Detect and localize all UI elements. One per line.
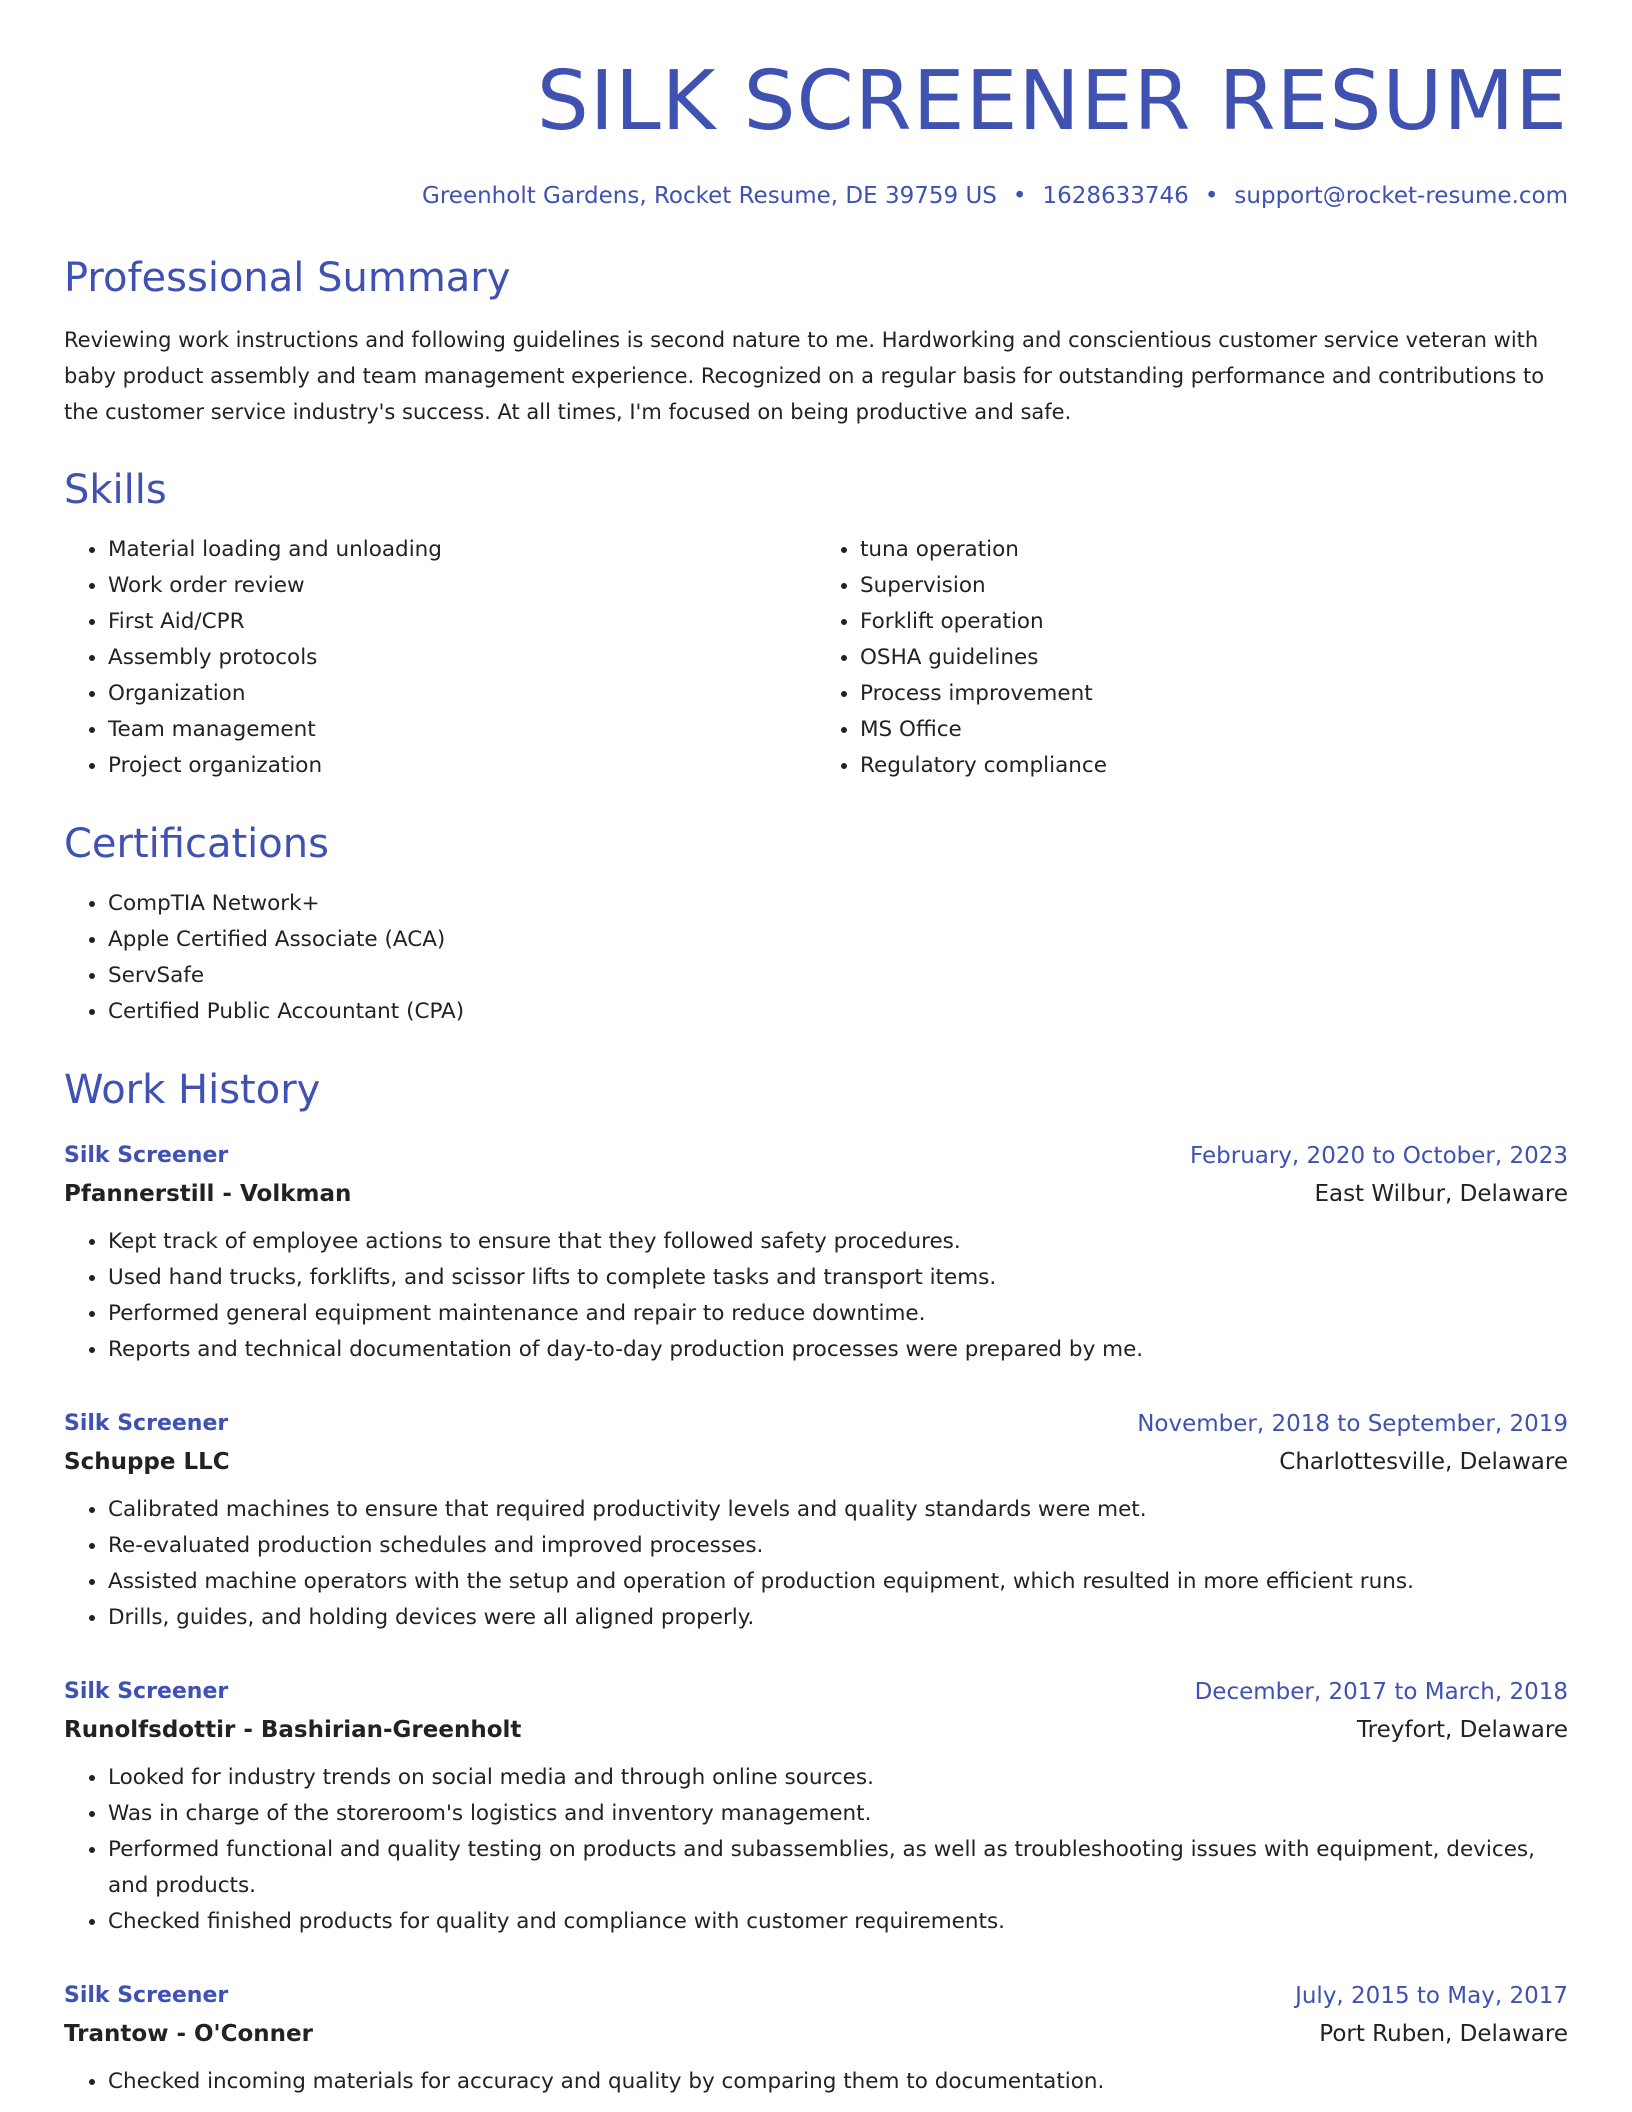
skills-column-right: [816, 532, 1568, 784]
job-subheader: [64, 1710, 1568, 1750]
job-header: [64, 1674, 1568, 1710]
job-subheader: [64, 2014, 1568, 2054]
job-company: Runolfsdottir - Bashirian-Greenholt: [64, 1717, 522, 1743]
skill-item: • Supervision: [860, 568, 1568, 604]
job-bullets: [64, 1492, 1568, 1636]
contact-phone[interactable]: 1628633746: [1042, 183, 1189, 209]
skill-item: • Assembly protocols: [108, 640, 816, 676]
skills-list: [64, 532, 1568, 784]
job-bullets: [64, 1224, 1568, 1368]
job-bullet: • Re-evaluated production schedules and improved processes.: [108, 1528, 1568, 1564]
skill-item: • First Aid/CPR: [108, 604, 816, 640]
job-bullet: • Checked incoming materials for accuracy and quality by comparing them to documentation.: [108, 2064, 1568, 2100]
job-subheader: [64, 1442, 1568, 1482]
job-dates: July, 2015 to May, 2017: [1295, 1983, 1568, 2009]
certification-item: • CompTIA Network+: [108, 886, 1568, 922]
summary-heading: Professional Summary: [64, 255, 511, 301]
job-entry: [64, 1138, 1568, 1368]
skill-item: • Process improvement: [860, 676, 1568, 712]
job-bullet: • Assisted machine operators with the setup and operation of production equipment, which resulted in more efficient runs.: [108, 1564, 1568, 1600]
job-bullet: • Was in charge of the storeroom's logistics and inventory management.: [108, 1796, 1568, 1832]
contact-separator: •: [1204, 183, 1219, 209]
job-bullet: • Performed functional and quality testing on products and subassemblies, as well as troubleshooting issues with equipment, devices, and products.: [108, 1832, 1568, 1904]
job-header: [64, 1138, 1568, 1174]
job-subheader: [64, 1174, 1568, 1214]
contact-address: Greenholt Gardens, Rocket Resume, DE 39759 US: [422, 183, 997, 209]
job-location: Treyfort, Delaware: [1357, 1717, 1568, 1743]
job-header: [64, 1406, 1568, 1442]
skill-item: • Organization: [108, 676, 816, 712]
job-bullet: • Drills, guides, and holding devices were all aligned properly.: [108, 1600, 1568, 1636]
resume-title: SILK SCREENER RESUME: [536, 54, 1568, 149]
certification-item: • ServSafe: [108, 958, 1568, 994]
skill-item: • Forklift operation: [860, 604, 1568, 640]
job-location: Port Ruben, Delaware: [1319, 2021, 1568, 2047]
job-bullet: • Checked finished products for quality and compliance with customer requirements.: [108, 1904, 1568, 1940]
job-entry: [64, 1978, 1568, 2100]
job-bullets: [64, 2064, 1568, 2100]
job-entry: [64, 1674, 1568, 1940]
job-location: East Wilbur, Delaware: [1314, 1181, 1568, 1207]
job-dates: February, 2020 to October, 2023: [1190, 1143, 1568, 1169]
job-bullet: • Reports and technical documentation of day-to-day production processes were prepared by me.: [108, 1332, 1568, 1368]
job-title: Silk Screener: [64, 1411, 229, 1436]
job-location: Charlottesville, Delaware: [1279, 1449, 1568, 1475]
skill-item: • tuna operation: [860, 532, 1568, 568]
contact-separator: •: [1012, 183, 1027, 209]
certifications-list: [64, 886, 1568, 1030]
job-bullet: • Calibrated machines to ensure that required productivity levels and quality standards were met.: [108, 1492, 1568, 1528]
certifications-heading: Certifications: [64, 821, 329, 867]
job-bullet: • Performed general equipment maintenance and repair to reduce downtime.: [108, 1296, 1568, 1332]
skill-item: • Material loading and unloading: [108, 532, 816, 568]
job-dates: November, 2018 to September, 2019: [1137, 1411, 1568, 1437]
job-bullet: • Kept track of employee actions to ensure that they followed safety procedures.: [108, 1224, 1568, 1260]
job-header: [64, 1978, 1568, 2014]
job-company: Schuppe LLC: [64, 1449, 230, 1475]
skill-item: • Work order review: [108, 568, 816, 604]
job-entry: [64, 1406, 1568, 1636]
job-title: Silk Screener: [64, 1983, 229, 2008]
skills-heading: Skills: [64, 467, 167, 513]
certification-item: • Apple Certified Associate (ACA): [108, 922, 1568, 958]
job-company: Trantow - O'Conner: [64, 2021, 313, 2047]
skill-item: • Team management: [108, 712, 816, 748]
skills-column-left: [64, 532, 816, 784]
certification-item: • Certified Public Accountant (CPA): [108, 994, 1568, 1030]
contact-email[interactable]: support@rocket-resume.com: [1234, 183, 1568, 209]
job-dates: December, 2017 to March, 2018: [1194, 1679, 1568, 1705]
summary-text: Reviewing work instructions and following guidelines is second nature to me. Hardworking and conscientious customer service veteran with baby product assembly and team management experience. Recognized on a regular basis for outstanding performance and contributions to the customer service industry's success. At all times, I'm focused on being productive and safe.: [64, 328, 1545, 424]
skill-item: • MS Office: [860, 712, 1568, 748]
skill-item: • Project organization: [108, 748, 816, 784]
job-company: Pfannerstill - Volkman: [64, 1181, 352, 1207]
work-history-heading: Work History: [64, 1067, 321, 1113]
skill-item: • OSHA guidelines: [860, 640, 1568, 676]
job-title: Silk Screener: [64, 1679, 229, 1704]
job-bullets: [64, 1760, 1568, 1940]
job-bullet: • Looked for industry trends on social media and through online sources.: [108, 1760, 1568, 1796]
contact-line: [64, 180, 1568, 212]
job-bullet: • Used hand trucks, forklifts, and scissor lifts to complete tasks and transport items.: [108, 1260, 1568, 1296]
skill-item: • Regulatory compliance: [860, 748, 1568, 784]
job-title: Silk Screener: [64, 1143, 229, 1168]
